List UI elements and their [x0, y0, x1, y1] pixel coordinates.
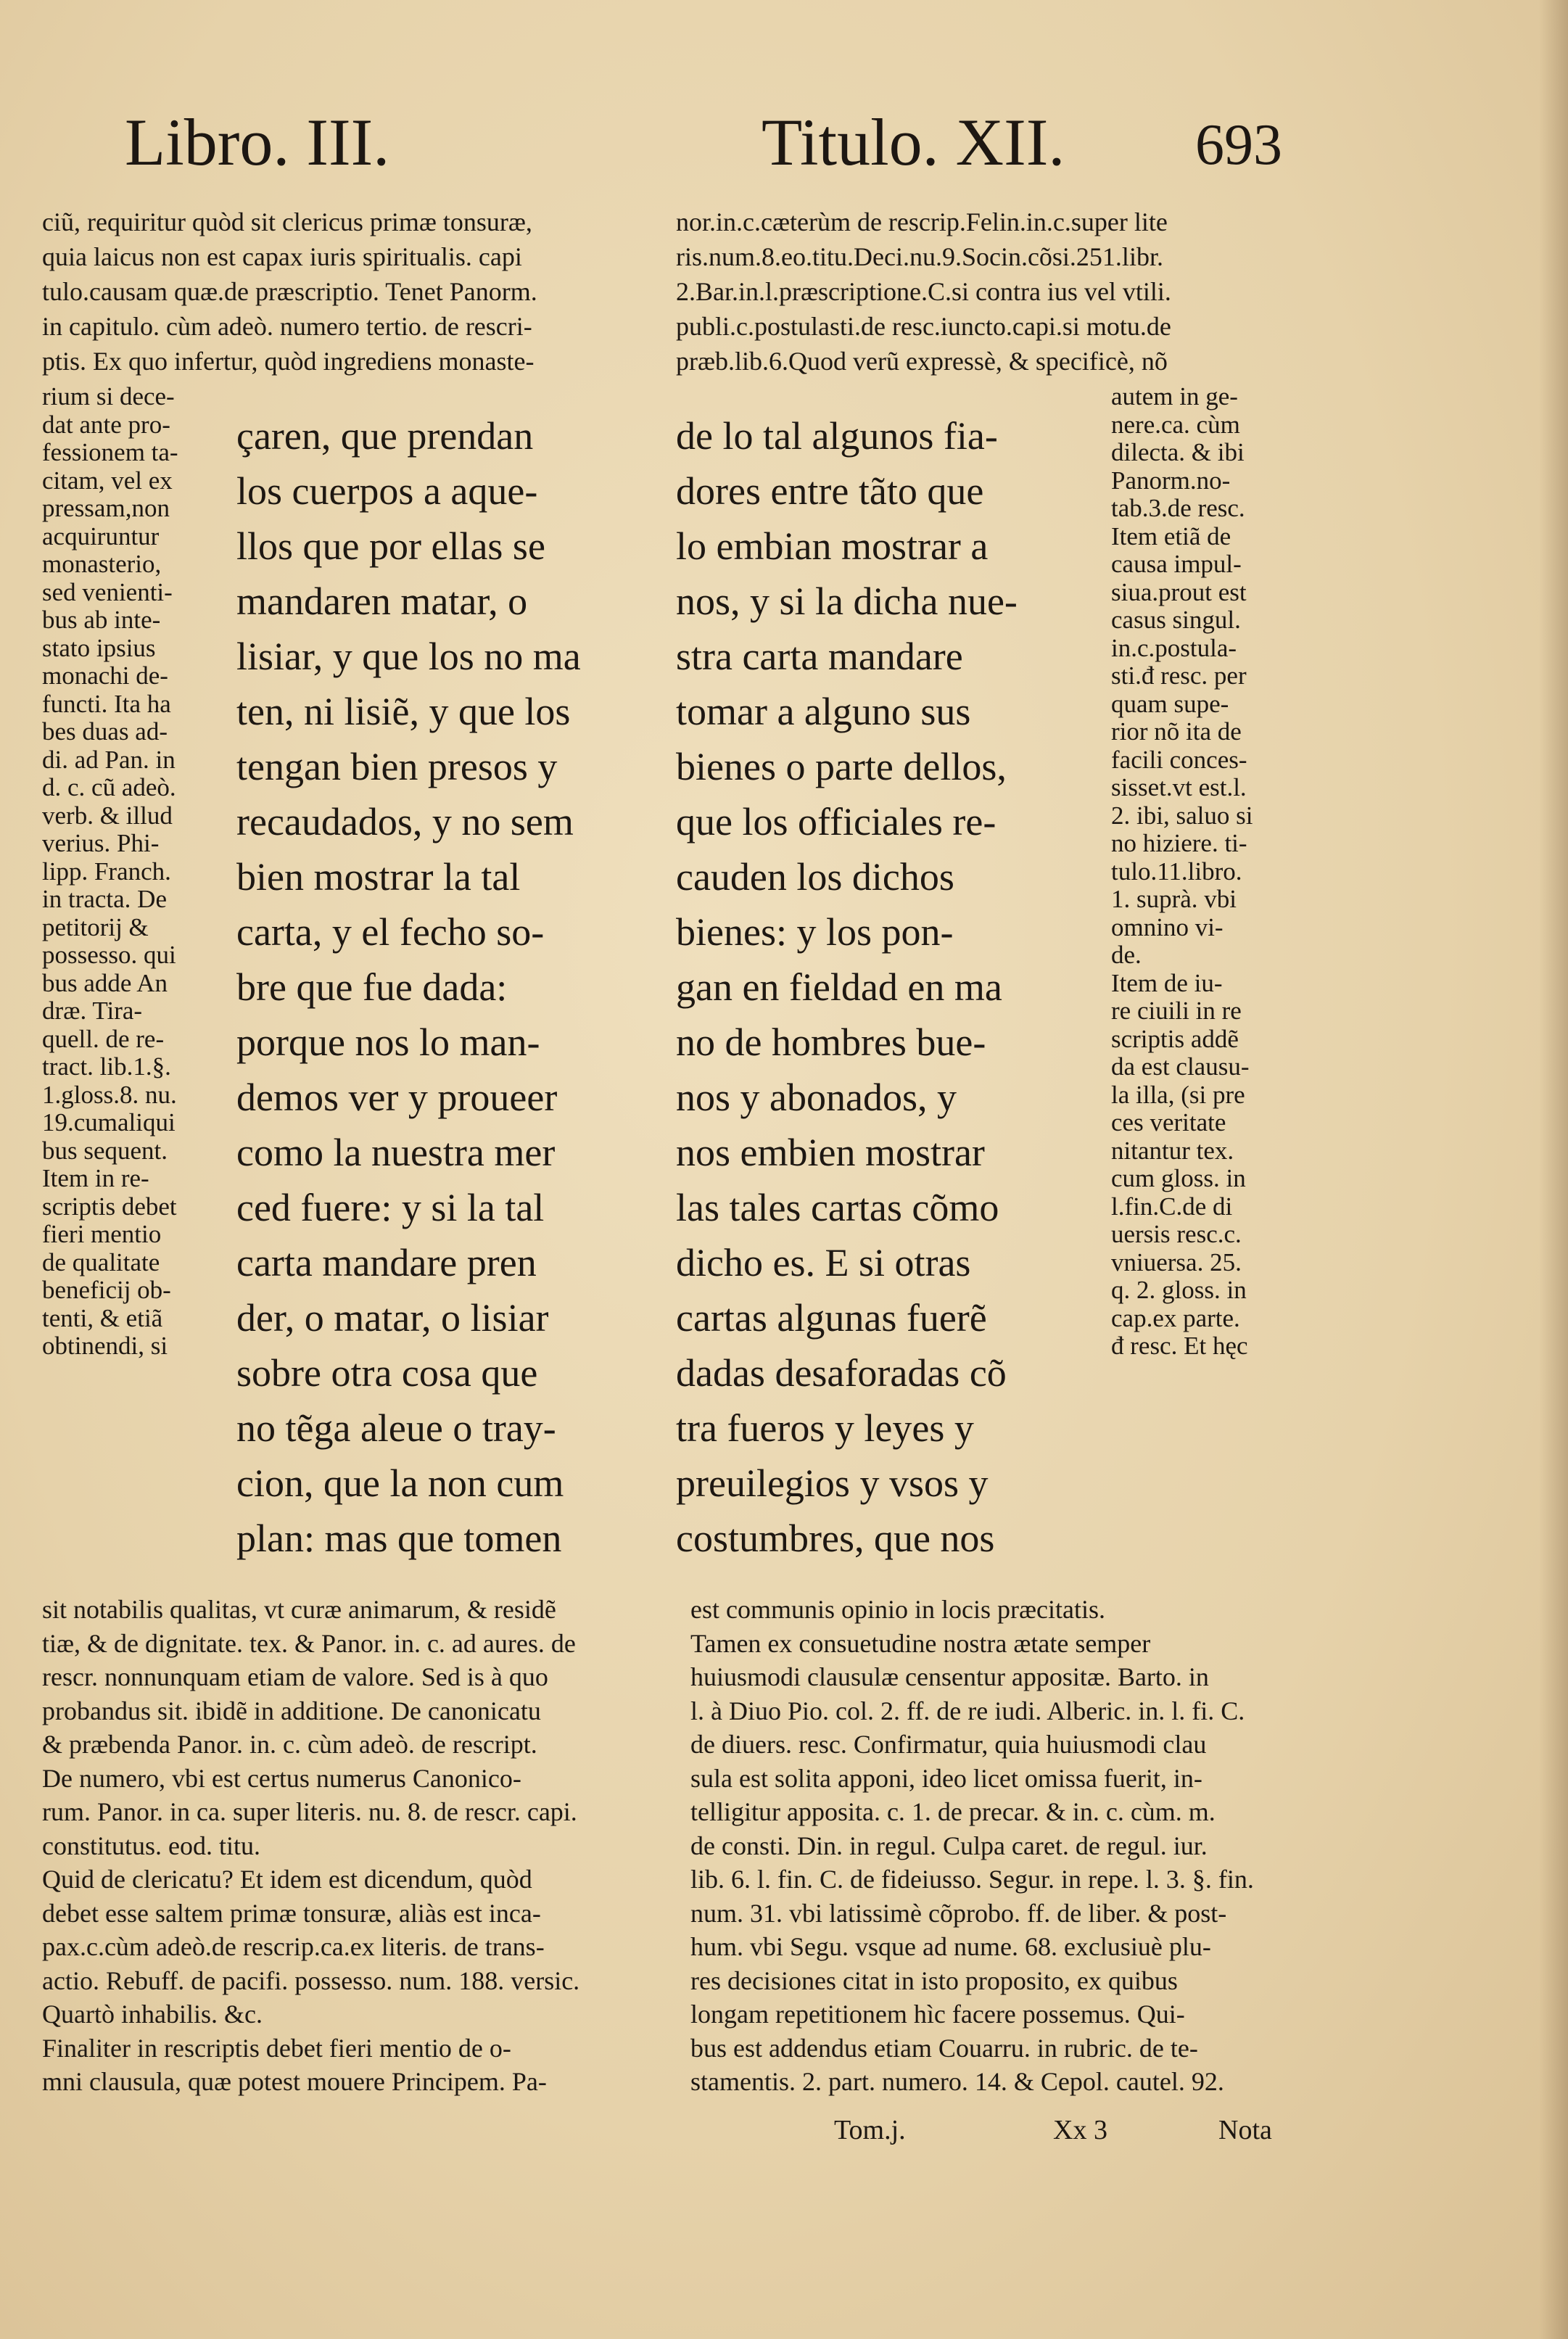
page-edge-shadow — [1539, 0, 1568, 2339]
margin-gloss-line: tract. lib.1.§. — [42, 1052, 171, 1081]
main-text-line: bien mostrar la tal — [236, 855, 521, 899]
margin-gloss-line: facili conces- — [1111, 745, 1247, 774]
gloss-line: hum. vbi Segu. vsque ad nume. 68. exclusiuè plu- — [690, 1932, 1211, 1961]
margin-gloss-line: vniuersa. 25. — [1111, 1247, 1242, 1276]
running-head-book: Libro. III. — [125, 105, 390, 179]
gloss-line: de diuers. resc. Confirmatur, quia huiusmodi clau — [690, 1730, 1207, 1759]
gloss-line: telligitur apposita. c. 1. de precar. & in. c. cùm. m. — [690, 1797, 1216, 1826]
margin-gloss-line: nitantur tex. — [1111, 1136, 1234, 1165]
main-text-line: cartas algunas fuerẽ — [676, 1296, 987, 1340]
margin-gloss-line: re ciuili in re — [1111, 997, 1242, 1025]
margin-gloss-line: scriptis debet — [42, 1192, 177, 1221]
main-text-line: stra carta mandare — [676, 635, 963, 678]
main-text-line: lo embian mostrar a — [676, 524, 989, 568]
margin-gloss-line: tab.3.de resc. — [1111, 494, 1245, 522]
margin-gloss-line: đ resc. Et hęc — [1111, 1332, 1248, 1360]
margin-gloss-line: dilecta. & ibi — [1111, 438, 1245, 466]
margin-gloss-line: ces veritate — [1111, 1108, 1226, 1137]
gloss-line: publi.c.postulasti.de resc.iuncto.capi.si motu.de — [676, 312, 1171, 341]
main-text-line: nos, y si la dicha nue- — [676, 579, 1018, 623]
main-text-line: bienes o parte dellos, — [676, 745, 1007, 788]
margin-gloss-line: Item de iu- — [1111, 968, 1223, 997]
margin-gloss-line: rium si dece- — [42, 382, 175, 411]
main-text-line: de lo tal algunos fia- — [676, 414, 998, 458]
main-text-line: dadas desaforadas cõ — [676, 1351, 1007, 1395]
gloss-line: bus est addendus etiam Couarru. in rubric. de te- — [690, 2033, 1198, 2063]
margin-gloss-line: scriptis addẽ — [1111, 1024, 1239, 1053]
margin-gloss-line: 19.cumaliqui — [42, 1108, 176, 1137]
gloss-line: tulo.causam quæ.de præscriptio. Tenet Panorm. — [42, 277, 537, 306]
gloss-line: nor.in.c.cæterùm de rescrip.Felin.in.c.super lite — [676, 207, 1168, 236]
margin-gloss-line: sisset.vt est.l. — [1111, 773, 1247, 801]
margin-gloss-line: monasterio, — [42, 550, 162, 578]
gloss-line: de consti. Din. in regul. Culpa caret. de regul. iur. — [690, 1831, 1208, 1860]
main-text-line: no de hombres bue- — [676, 1020, 986, 1064]
margin-gloss-line: causa impul- — [1111, 550, 1242, 578]
margin-gloss-line: lipp. Franch. — [42, 857, 171, 886]
margin-gloss-line: obtinendi, si — [42, 1332, 168, 1360]
page-number: 693 — [1195, 113, 1282, 177]
gloss-line: ris.num.8.eo.titu.Deci.nu.9.Socin.cõsi.251.libr. — [676, 242, 1163, 271]
gloss-line: num. 31. vbi latissimè cõprobo. ff. de liber. & post- — [690, 1898, 1227, 1928]
gloss-line: res decisiones citat in isto proposito, ex quibus — [690, 1965, 1178, 1995]
margin-gloss-line: dræ. Tira- — [42, 997, 143, 1025]
margin-gloss-line: citam, vel ex — [42, 466, 173, 495]
margin-gloss-line: cum gloss. in — [1111, 1164, 1246, 1192]
gloss-line: longam repetitionem hìc facere possemus. Qui- — [690, 2000, 1185, 2029]
margin-gloss-line: verius. Phi- — [42, 829, 160, 857]
main-text-line: tengan bien presos y — [236, 745, 558, 788]
main-text-line: cion, que la non cum — [236, 1461, 564, 1505]
gloss-line: ptis. Ex quo infertur, quòd ingrediens monaste- — [42, 347, 535, 376]
running-head-title: Titulo. XII. — [762, 105, 1065, 179]
main-text-line: gan en fieldad en ma — [676, 965, 1002, 1009]
margin-gloss-line: beneficij ob- — [42, 1276, 171, 1304]
margin-gloss-line: bus ab inte- — [42, 606, 161, 634]
main-text-line: carta, y el fecho so- — [236, 910, 545, 954]
main-text-line: los cuerpos a aque- — [236, 469, 538, 513]
gloss-line: mni clausula, quæ potest mouere Principem. Pa- — [42, 2067, 547, 2096]
gloss-line: probandus sit. ibidẽ in additione. De canonicatu — [42, 1696, 541, 1725]
gloss-line: & præbenda Panor. in. c. cùm adeò. de rescript. — [42, 1730, 537, 1759]
margin-gloss-line: l.fin.C.de di — [1111, 1192, 1233, 1221]
main-text-line: der, o matar, o lisiar — [236, 1296, 549, 1340]
margin-gloss-line: rior nõ ita de — [1111, 717, 1242, 746]
margin-gloss-line: autem in ge- — [1111, 382, 1238, 411]
main-text-line: sobre otra cosa que — [236, 1351, 538, 1395]
main-text-line: cauden los dichos — [676, 855, 954, 899]
main-text-line: preuilegios y vsos y — [676, 1461, 989, 1505]
gloss-line: lib. 6. l. fin. C. de fideiusso. Segur. in repe. l. 3. §. fin. — [690, 1865, 1254, 1894]
main-text-line: nos embien mostrar — [676, 1131, 985, 1174]
margin-gloss-line: functi. Ita ha — [42, 689, 171, 718]
gloss-line: in capitulo. cùm adeò. numero tertio. de rescri- — [42, 312, 532, 341]
margin-gloss-line: fessionem ta- — [42, 438, 178, 466]
margin-gloss-line: possesso. qui — [42, 941, 176, 969]
main-text-line: çaren, que prendan — [236, 414, 534, 458]
gloss-line: sula est solita apponi, ideo licet omissa fuerit, in- — [690, 1763, 1202, 1793]
gloss-line: Finaliter in rescriptis debet fieri mentio de o- — [42, 2033, 511, 2063]
margin-gloss-line: 2. ibi, saluo si — [1111, 801, 1253, 830]
gloss-line: ciũ, requiritur quòd sit clericus primæ tonsuræ, — [42, 207, 532, 236]
margin-gloss-line: omnino vi- — [1111, 912, 1224, 941]
gloss-line: rum. Panor. in ca. super literis. nu. 8. de rescr. capi. — [42, 1797, 577, 1826]
gloss-line: Tamen ex consuetudine nostra ætate semper — [690, 1628, 1151, 1658]
margin-gloss-line: bus sequent. — [42, 1136, 168, 1165]
margin-gloss-line: tenti, & etiã — [42, 1303, 163, 1332]
gloss-line: est communis opinio in locis præcitatis. — [690, 1595, 1105, 1624]
main-text-line: demos ver y proueer — [236, 1076, 558, 1119]
main-text-line: porque nos lo man- — [236, 1020, 540, 1064]
gloss-line: rescr. nonnunquam etiam de valore. Sed is à quo — [42, 1662, 548, 1691]
margin-gloss-line: uersis resc.c. — [1111, 1220, 1242, 1248]
margin-gloss-line: 1.gloss.8. nu. — [42, 1080, 177, 1109]
main-text-line: dicho es. E si otras — [676, 1241, 971, 1284]
margin-gloss-line: bes duas ad- — [42, 717, 168, 746]
main-text-line: no tẽga aleue o tray- — [236, 1406, 556, 1450]
main-text-line: nos y abonados, y — [676, 1076, 957, 1119]
footer-catchword: Nota — [1218, 2115, 1272, 2145]
main-text-line: plan: mas que tomen — [236, 1517, 562, 1560]
margin-gloss-line: stato ipsius — [42, 633, 156, 662]
margin-gloss-line: in.c.postula- — [1111, 633, 1237, 662]
margin-gloss-line: no hiziere. ti- — [1111, 829, 1247, 857]
margin-gloss-line: sti.đ resc. per — [1111, 661, 1247, 690]
margin-gloss-line: quam supe- — [1111, 689, 1229, 718]
gloss-line: pax.c.cùm adeò.de rescrip.ca.ex literis. de trans- — [42, 1932, 545, 1961]
margin-gloss-line: in tracta. De — [42, 885, 167, 913]
main-text-line: costumbres, que nos — [676, 1517, 995, 1560]
margin-gloss-line: bus adde An — [42, 968, 168, 997]
margin-gloss-line: casus singul. — [1111, 606, 1241, 634]
gloss-line: constitutus. eod. titu. — [42, 1831, 260, 1860]
margin-gloss-line: Panorm.no- — [1111, 466, 1231, 495]
gloss-line: præb.lib.6.Quod verũ expressè, & specificè, nõ — [676, 347, 1168, 376]
margin-gloss-line: tulo.11.libro. — [1111, 857, 1242, 886]
gloss-line: stamentis. 2. part. numero. 14. & Cepol. cautel. 92. — [690, 2067, 1224, 2096]
margin-gloss-line: q. 2. gloss. in — [1111, 1276, 1247, 1304]
margin-gloss-line: sed venienti- — [42, 577, 173, 606]
gloss-line: De numero, vbi est certus numerus Canonico- — [42, 1763, 521, 1793]
gloss-line: debet esse saltem primæ tonsuræ, aliàs est inca- — [42, 1898, 541, 1928]
margin-gloss-line: 1. suprà. vbi — [1111, 885, 1237, 913]
main-text-line: bre que fue dada: — [236, 965, 508, 1009]
margin-gloss-line: de qualitate — [42, 1247, 160, 1276]
main-text-line: llos que por ellas se — [236, 524, 545, 568]
margin-gloss-line: petitorij & — [42, 912, 149, 941]
margin-gloss-line: d. c. cũ adeò. — [42, 773, 176, 801]
margin-gloss-line: quell. de re- — [42, 1024, 165, 1053]
margin-gloss-line: cap.ex parte. — [1111, 1303, 1240, 1332]
gloss-line: huiusmodi clausulæ censentur appositæ. Barto. in — [690, 1662, 1209, 1691]
margin-gloss-line: dat ante pro- — [42, 410, 170, 439]
margin-gloss-line: de. — [1111, 941, 1142, 969]
main-text-line: lisiar, y que los no ma — [236, 635, 581, 678]
gloss-line: 2.Bar.in.l.præscriptione.C.si contra ius vel vtili. — [676, 277, 1171, 306]
main-text-line: ten, ni lisiẽ, y que los — [236, 690, 571, 733]
main-text-line: carta mandare pren — [236, 1241, 537, 1284]
main-text-line: mandaren matar, o — [236, 579, 528, 623]
margin-gloss-line: fieri mentio — [42, 1220, 162, 1248]
margin-gloss-line: acquiruntur — [42, 521, 160, 550]
margin-gloss-line: nere.ca. cùm — [1111, 410, 1240, 439]
main-text-line: dores entre tãto que — [676, 469, 984, 513]
gloss-line: tiæ, & de dignitate. tex. & Panor. in. c. ad aures. de — [42, 1628, 576, 1658]
gloss-line: l. à Diuo Pio. col. 2. ff. de re iudi. Alberic. in. l. fi. C. — [690, 1696, 1245, 1725]
main-text-line: ced fuere: y si la tal — [236, 1186, 545, 1229]
main-text-line: recaudados, y no sem — [236, 800, 574, 843]
margin-gloss-line: la illa, (si pre — [1111, 1080, 1245, 1109]
footer-volume: Tom.j. — [834, 2115, 906, 2145]
gloss-line: sit notabilis qualitas, vt curæ animarum, & residẽ — [42, 1595, 556, 1624]
main-text-line: las tales cartas cõmo — [676, 1186, 999, 1229]
gloss-line: actio. Rebuff. de pacifi. possesso. num. 188. versic. — [42, 1965, 580, 1995]
gloss-line: quia laicus non est capax iuris spiritualis. capi — [42, 242, 522, 271]
margin-gloss-line: di. ad Pan. in — [42, 745, 176, 774]
margin-gloss-line: siua.prout est — [1111, 577, 1247, 606]
main-text-line: como la nuestra mer — [236, 1131, 556, 1174]
footer-signature: Xx 3 — [1053, 2115, 1107, 2145]
gloss-line: Quid de clericatu? Et idem est dicendum, quòd — [42, 1865, 532, 1894]
gloss-line: Quartò inhabilis. &c. — [42, 2000, 263, 2029]
main-text-line: tomar a alguno sus — [676, 690, 971, 733]
margin-gloss-line: Item in re- — [42, 1164, 149, 1192]
margin-gloss-line: monachi de- — [42, 661, 168, 690]
main-text-line: tra fueros y leyes y — [676, 1406, 974, 1450]
main-text-line: bienes: y los pon- — [676, 910, 954, 954]
main-text-line: que los officiales re- — [676, 800, 996, 843]
margin-gloss-line: verb. & illud — [42, 801, 173, 830]
margin-gloss-line: da est clausu- — [1111, 1052, 1250, 1081]
margin-gloss-line: pressam,non — [42, 494, 170, 522]
margin-gloss-line: Item etiã de — [1111, 521, 1231, 550]
